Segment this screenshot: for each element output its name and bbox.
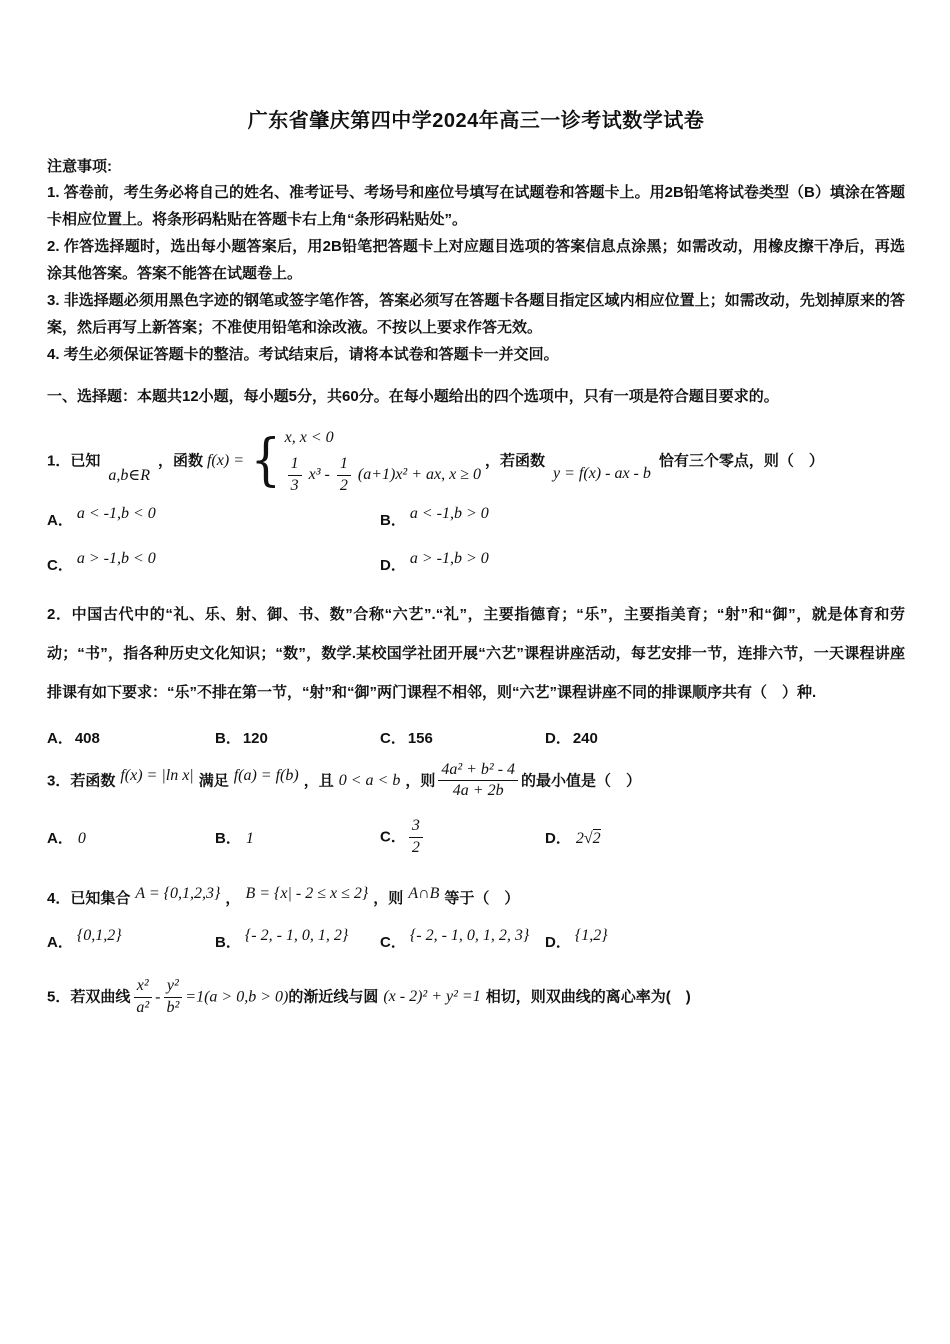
option-label: B． — [215, 933, 241, 951]
question-4-lead: 4．已知集合 — [47, 889, 131, 907]
option-label: D． — [545, 729, 571, 747]
option-3-b — [215, 827, 380, 848]
question-3-lead: ，则 — [405, 771, 436, 789]
math-text: x³ - — [308, 466, 330, 484]
option-3-a — [47, 827, 215, 848]
big-fraction — [438, 760, 518, 803]
question-2: 2．中国古代中的“礼、乐、射、御、书、数”合称“六艺”.“礼”，主要指德育；“乐”，主要指美育；“射”和“御”，就是体育和劳动；“书”，指各种历史文化知识；“数”，数学.某校国学社团开展“六艺”课程讲座活动，每艺安排一节，连排六节，一天课程讲座排课有如下要求：“乐”不排在第一节，“射”和“御”两门课程不相邻，则“六艺”课程讲座不同的排课顺序共有（ ）种. — [47, 605, 905, 701]
math-A-intersect-B: A∩B — [408, 884, 440, 902]
option-value: a < -1,b > 0 — [409, 504, 489, 522]
radicand: 2 — [592, 829, 601, 847]
option-3-d — [545, 827, 905, 848]
option-label: C． — [380, 729, 406, 747]
option-value: a > -1,b > 0 — [409, 549, 489, 567]
option-label: A． — [47, 829, 73, 847]
fraction-x2-a2 — [133, 976, 152, 1019]
numerator: 4a² + b² - 4 — [438, 760, 518, 782]
option-2-b — [215, 727, 380, 748]
denominator: b² — [166, 998, 180, 1016]
numerator: 3 — [409, 816, 423, 838]
question-5-lead: 5．若双曲线 — [47, 988, 131, 1006]
option-value: 240 — [572, 729, 598, 747]
question-3-lead: ，且 — [303, 771, 334, 789]
option-label: C． — [47, 556, 73, 574]
option-label: C． — [380, 933, 406, 951]
option-value: a > -1,b < 0 — [76, 549, 156, 567]
denominator: 2 — [411, 838, 420, 856]
notice-item-1: 1. 答卷前，考生务必将自己的姓名、准考证号、考场号和座位号填写在试题卷和答题卡上。用2B铅笔将试卷类型（B）填涂在答题卡相应位置上。将条形码粘贴在答题卡右上角“条形码粘贴处”。 — [47, 184, 905, 228]
numerator: x² — [134, 976, 152, 998]
math-abs-ln: f(x) = |ln x| — [120, 766, 194, 784]
question-3-lead: 的最小值是（ ） — [521, 771, 642, 789]
minus-sign: - — [155, 988, 161, 1006]
section-heading: 一、选择题：本题共12小题，每小题5分，共60分。在每小题给出的四个选项中，只有一项是符合题目要求的。 — [47, 388, 779, 405]
case-bottom — [285, 454, 481, 497]
notice-item-2: 2. 作答选择题时，选出每小题答案后，用2B铅笔把答题卡上对应题目选项的答案信息点涂黑；如需改动，用橡皮擦干净后，再选涂其他答案。答案不能答在试题卷上。 — [47, 238, 905, 282]
option-value: 0 — [77, 829, 86, 847]
option-2-a — [47, 727, 215, 748]
option-label: B． — [380, 511, 406, 529]
math-hyperbola-condition: =1(a > 0,b > 0) — [185, 988, 289, 1006]
question-5-lead: 相切，则双曲线的离心率为( ) — [485, 988, 691, 1006]
question-4-lead: ， — [225, 889, 241, 907]
option-1-b — [380, 504, 905, 530]
question-4-lead: 等于（ ） — [444, 889, 520, 907]
option-label: B． — [215, 829, 241, 847]
option-label: B． — [215, 729, 241, 747]
page-title: 广东省肇庆第四中学2024年高三一诊考试数学试卷 — [247, 110, 705, 132]
math-circle-equation: (x - 2)² + y² =1 — [383, 988, 481, 1006]
option-value: 1 — [245, 829, 254, 847]
question-2-options — [47, 727, 905, 748]
notice-item-4: 4. 考生必须保证答题卡的整洁。考试结束后，请将本试卷和答题卡一并交回。 — [47, 346, 559, 363]
math-fx-equals: f(x) = — [206, 452, 244, 470]
numerator: 1 — [288, 454, 302, 476]
option-4-c — [380, 926, 545, 952]
option-label: A． — [47, 729, 73, 747]
option-value: {1,2} — [574, 926, 608, 944]
option-value: 408 — [74, 729, 100, 747]
denominator: 2 — [339, 476, 348, 494]
notice-item-3: 3. 非选择题必须用黑色字迹的钢笔或签字笔作答，答案必须写在答题卡各题目指定区域内相应位置上；如需改动，先划掉原来的答案，然后再写上新答案；不准使用铅笔和涂改液。不按以上要求作答无效。 — [47, 292, 905, 336]
option-label: A． — [47, 933, 73, 951]
option-value: {0,1,2} — [76, 926, 122, 944]
option-2-d — [545, 727, 905, 748]
question-1-lead: ，若函数 — [485, 452, 546, 470]
denominator: 3 — [290, 476, 299, 494]
question-1-options — [47, 504, 905, 575]
option-label: C． — [380, 828, 406, 846]
fraction-one-third — [288, 454, 302, 497]
option-1-a — [47, 504, 380, 530]
question-3-options — [47, 816, 905, 859]
question-1 — [47, 426, 905, 497]
option-value: 120 — [242, 729, 268, 747]
question-4-lead: ，则 — [373, 889, 404, 907]
option-value: {- 2, - 1, 0, 1, 2, 3} — [409, 926, 530, 944]
question-3-lead: 3．若函数 — [47, 771, 116, 789]
option-label: A． — [47, 511, 73, 529]
fraction-three-halves — [409, 816, 423, 859]
fraction-one-half — [337, 454, 351, 497]
case-top: x, x < 0 — [284, 429, 334, 446]
option-label: D． — [380, 556, 406, 574]
math-ab-in-R: a,b∈R — [108, 467, 150, 485]
math-text: (a+1)x² + ax, x ≥ 0 — [357, 466, 481, 484]
denominator: 4a + 2b — [452, 782, 504, 800]
question-5-lead: 的渐近线与圆 — [288, 988, 379, 1006]
option-4-b — [215, 926, 380, 952]
numerator: y² — [164, 976, 182, 998]
option-label: D． — [545, 829, 571, 847]
math-set-A: A = {0,1,2,3} — [135, 884, 221, 902]
option-1-d — [380, 549, 905, 575]
question-1-lead: 1．已知 — [47, 452, 101, 470]
piecewise-function — [207, 426, 481, 497]
question-3 — [47, 760, 905, 803]
option-2-c — [380, 727, 545, 748]
denominator: a² — [136, 998, 150, 1016]
option-value: a < -1,b < 0 — [76, 504, 156, 522]
question-5 — [47, 976, 905, 1019]
question-3-lead: 满足 — [198, 771, 229, 789]
question-1-lead: ，函数 — [157, 452, 203, 470]
option-4-a — [47, 926, 215, 952]
question-1-lead: 恰有三个零点，则（ ） — [658, 452, 824, 470]
fraction-y2-b2 — [163, 976, 182, 1019]
question-4 — [47, 884, 905, 911]
math-set-B: B = {x| - 2 ≤ x ≤ 2} — [245, 884, 369, 902]
option-value: {- 2, - 1, 0, 1, 2} — [244, 926, 349, 944]
left-brace: { — [250, 428, 281, 494]
option-value: 156 — [407, 729, 433, 747]
option-4-d — [545, 926, 905, 952]
sqrt-coefficient: 2√ — [575, 829, 593, 847]
option-3-c — [380, 816, 545, 859]
option-value-sqrt — [576, 830, 601, 847]
numerator: 1 — [337, 454, 351, 476]
math-0-a-b: 0 < a < b — [338, 771, 401, 789]
notice-heading: 注意事项: — [47, 158, 112, 175]
piecewise-cases — [285, 426, 481, 497]
question-4-options — [47, 926, 905, 952]
option-label: D． — [545, 933, 571, 951]
option-1-c — [47, 549, 380, 575]
math-fa-fb: f(a) = f(b) — [233, 766, 299, 784]
math-y-equation: y = f(x) - ax - b — [553, 465, 651, 483]
